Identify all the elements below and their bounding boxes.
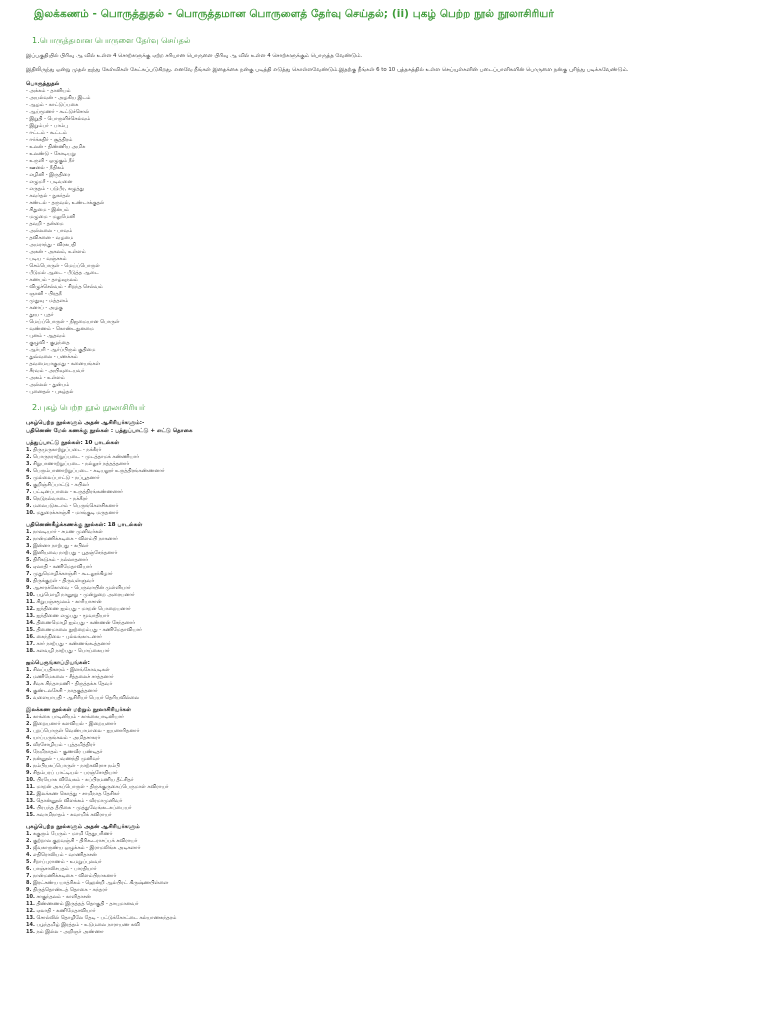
item-text: ஏலாதி - கணிமேதாவியார் — [34, 908, 96, 914]
item-text: பட்டினப்பாலை - உருத்திரங்கண்ணனார் — [31, 489, 123, 495]
item-text: ஐந்திணை ஐம்பது - மாறன் பொறையனார் — [34, 606, 131, 612]
item-text: பழமொழி நானூறு - முன்றுறை அரையனார் — [34, 592, 135, 598]
item-number: 4. — [26, 688, 32, 694]
item-number: 7. — [26, 756, 32, 762]
list-item — [26, 648, 750, 655]
item-number: 2. — [26, 536, 32, 542]
item-text: பிரயோக விவேகம் - சுப்பிரமணிய தீட்சிதர் — [34, 777, 134, 783]
item-number: 12. — [26, 606, 35, 612]
list-item — [26, 482, 750, 489]
group-heading: ஐம்பெருங்காப்பியங்கள்: — [26, 660, 90, 666]
item-number: 10. — [26, 592, 35, 598]
item-number: 3. — [26, 845, 32, 851]
list-item: - மெய்ப்பொருள் - நிஜமையான பொருள் — [26, 319, 120, 325]
item-text: இலக்கண கொத்து - சாமிநாத தேசிகர் — [34, 791, 120, 797]
paragraph: இதிலிருந்து ஒன்று முதல் ஐந்து கேள்விகள் கேட்கப்படுகிறது. எனவே நீங்கள் இதைக்கை நன்கு படித்தி எடுத்து கொள்ளவேண்டும்.இதற்கு நீங்கள் 6 to 10 புத்தகத்தில் உள்ள செய்யுள்களின் படைப்பாளிகளின் பொருளை நன்கு புரிந்து படிக்கவேண்டும். — [26, 67, 629, 73]
item-number: 6. — [26, 564, 32, 570]
item-text: திணைமொழி ஐம்பது - கண்ணன் சேந்தனார் — [34, 620, 135, 626]
item-number: 5. — [26, 742, 32, 748]
paragraph: இப்பகுதியில் பிரிவு ஆ வில் உள்ள 4 சொற்களுக்கு ஏற்ற சரியான பொருளை பிரிவு ஆ வில் உள்ள 4 சொற்களுக்கும் பொருத்த வேண்டும். — [26, 53, 363, 59]
list-item: - உலன் - திண்ணிய அமிசு — [26, 144, 86, 150]
list-item — [26, 578, 750, 585]
item-text: நேமிநாதம் - குணவீர பண்டிதர் — [31, 749, 103, 755]
list-item: - அல்லலை - பாவம் — [26, 228, 73, 234]
book-list — [26, 529, 750, 655]
section-matching — [22, 35, 750, 396]
list-item: - தவிசனை - வழமை — [26, 235, 74, 241]
item-text: சொல்லில் தொழிலே தேடி - பட்டுக்கோட்டை கல்யாணசுந்தரம் — [34, 915, 177, 921]
item-number: 17. — [26, 641, 35, 647]
item-number: 15. — [26, 929, 35, 935]
item-number: 9. — [26, 887, 32, 893]
item-number: 4. — [26, 735, 32, 741]
item-number: 11. — [26, 901, 35, 907]
list-item — [26, 461, 750, 468]
list-item: - புனைதல் - புகழ்தல் — [26, 389, 74, 395]
list-item — [26, 475, 750, 482]
item-number: 5. — [26, 859, 32, 865]
list-item: - ஈர்க்கதிர் - சூத்திரம் — [26, 137, 73, 143]
list-item — [26, 447, 750, 454]
book-list — [26, 714, 750, 819]
item-number: 2. — [26, 838, 32, 844]
item-number: 13. — [26, 798, 35, 804]
list-item: - தூய - புதர் — [26, 312, 54, 318]
item-number: 7. — [26, 873, 32, 879]
list-item — [26, 599, 750, 606]
item-text: சிலப்பதிகாரம் - இளங்கோவடிகள் — [31, 667, 110, 673]
item-text: நான்மணிக்கடிகை - விளம்பி நாகனார் — [31, 536, 118, 542]
group-heading: இலக்கண நூல்கள் மற்றும் நூலாசிரியர்கள் — [26, 707, 132, 713]
item-text: மலைபடுகடாம் - பெருங்கௌசிகனார் — [31, 503, 119, 509]
item-number: 1. — [26, 447, 32, 453]
list-item — [26, 564, 750, 571]
list-item — [26, 641, 750, 648]
item-text: திரிகடுகம் - நல்லாதனார் — [31, 557, 88, 563]
item-number: 5. — [26, 695, 32, 701]
list-item: - சிதுமை - இன்பம் — [26, 207, 69, 213]
item-text: வளையாபதி - ஆசிரியர் பெயர் தெரியவில்லை — [31, 695, 139, 701]
item-text: ஏலாதி - கணிமேதாவியார் — [31, 564, 92, 570]
item-text: திருக்குறள் - திருவள்ளுவர் — [31, 578, 95, 584]
item-text: சுவாமிநாதம் - சுவாமிக் கவிராயர் — [34, 812, 112, 818]
list-item — [26, 536, 750, 543]
list-item — [26, 606, 750, 613]
group-heading: பத்துப்பாட்டு நூல்கள்: 10 பாடல்கள் — [26, 440, 120, 446]
list-item: - வண்ணம் - கொண்டதுனமை — [26, 326, 94, 332]
item-number: 6. — [26, 749, 32, 755]
list-item: - ஆய்மூணர் - கூட்டுச்சொல் — [26, 109, 90, 115]
list-item — [26, 784, 750, 791]
list-item — [26, 887, 750, 894]
item-text: பொருநராற்றுப்படை - முடத்தாமக் கண்ணியார் — [31, 454, 139, 460]
list-item: - அகம் - உள்ளம் — [26, 375, 65, 381]
intro-line: பதினெண் மேல் கணக்கு நூல்கள் : பத்துப்பாட்டு + எட்டு தொகை — [26, 428, 193, 434]
item-text: ஐந்திணை எழுபது - மூவாதியார் — [34, 613, 110, 619]
item-text: நம் இல்ல - அறிஞர் அண்ணா — [34, 929, 104, 935]
list-item — [26, 634, 750, 641]
list-item: - முதுவு - மத்தளம் — [26, 298, 69, 304]
list-item: - ஈட்டம் - கூட்டம் — [26, 130, 67, 136]
item-text: பெரும்பாணாற்றுப்படை - கடியலூர் உருத்திரங்கண்ணனார் — [31, 468, 165, 474]
item-number: 10. — [26, 894, 35, 900]
item-number: 9. — [26, 503, 32, 509]
item-number: 7. — [26, 571, 32, 577]
list-item — [26, 496, 750, 503]
item-text: புறப்பொருள் வெண்பாமாலை - ஐயனாரிதனார் — [31, 728, 140, 734]
list-item: - பீடுமல் ஆடை - பீடுத்த ஆடை — [26, 270, 99, 276]
item-text: சுகுரும் பேரும் - மாமி தேதுபரிணர் — [31, 831, 113, 837]
intro-line: புகழ்பெற்ற நூல்களும் அதன் ஆசிரியர்களும்:- — [26, 420, 145, 426]
item-number: 14. — [26, 805, 35, 811]
list-item: - உருளி - ஒழுகும் நீர் — [26, 158, 75, 164]
list-item — [26, 681, 750, 688]
book-list — [26, 447, 750, 517]
item-number: 1. — [26, 831, 32, 837]
list-item: - கனாப் - அழகு — [26, 305, 63, 311]
item-text: ஜீவகாருண்ய ஒழுக்கம் - இராமலிங்க அடிகளார் — [31, 845, 141, 851]
item-text: முதுமொழிக்காஞ்சி - கூடலூர்கிழார் — [31, 571, 113, 577]
list-item — [26, 798, 750, 805]
list-item: - எழுமரீ - படிவனை — [26, 179, 73, 185]
item-text: திருத்தொண்டத் தொகை - சுந்தரர் — [31, 887, 108, 893]
item-number: 11. — [26, 784, 35, 790]
list-item — [26, 852, 750, 859]
item-number: 1. — [26, 667, 32, 673]
item-text: மாறன் அகப்பொருள் - திருக்குருகைப்பெருமாள் கவிராயர் — [34, 784, 169, 790]
item-text: நெடுநல்வாடை - நக்கீரர் — [31, 496, 88, 502]
section-famous-books — [22, 402, 750, 940]
list-item — [26, 489, 750, 496]
item-text: திணைமாலை நூற்றைம்பது - கணிமேதாவியார் — [34, 627, 142, 633]
list-heading: பொருத்துதல் — [26, 81, 60, 87]
list-item — [26, 873, 750, 880]
item-number: 4. — [26, 468, 32, 474]
item-text: சாகுந்தலம் - காளிதாசன் — [34, 894, 91, 900]
item-number: 3. — [26, 543, 32, 549]
item-text: சிறுபாணாற்றுப்படை - நல்லூர் நத்தத்தனார் — [31, 461, 130, 467]
item-text: சிதம்பரப் பாட்டியல் - பரஞ்சோதியார் — [31, 770, 118, 776]
list-item — [26, 529, 750, 536]
item-text: குறிஞ்சிப்பாட்டு - கபிலர் — [31, 482, 89, 488]
list-item — [26, 510, 750, 517]
item-text: நன்னூல் - பவணந்தி முனிவர் — [31, 756, 100, 762]
item-text: திருமுருகாற்றுப்படை - நக்கீரர் — [31, 447, 102, 453]
item-number: 14. — [26, 922, 35, 928]
list-item: - புனம் - ஆதவம் — [26, 333, 66, 339]
list-item — [26, 749, 750, 756]
book-groups — [22, 439, 750, 940]
item-text: குற்றால குறவஞ்சி - திரிகூடராசப்பக் கவிராயர் — [31, 838, 138, 844]
item-number: 5. — [26, 557, 32, 563]
list-item — [26, 901, 750, 908]
item-number: 15. — [26, 627, 35, 633]
list-item: - அக்கம் - தானியம் — [26, 88, 71, 94]
item-number: 1. — [26, 714, 32, 720]
item-number: 6. — [26, 866, 32, 872]
list-item: - படிய - வஞ்சகம் — [26, 256, 67, 262]
item-text: குண்டலகேசி - நாதகுத்தனார் — [31, 688, 98, 694]
item-text: ஆசாரக்கோவை - பெருவாயின் முள்ளியார் — [31, 585, 131, 591]
book-list — [26, 831, 750, 936]
list-item: - உலண்டு - கோடியறு — [26, 151, 76, 157]
item-text: சீறாப்புராணம் - உமறுப்புலவர் — [31, 859, 102, 865]
item-number: 9. — [26, 585, 32, 591]
item-number: 2. — [26, 721, 32, 727]
list-item — [26, 695, 750, 702]
list-item: - சீரவம் - அயிவுடையவர் — [26, 368, 85, 374]
list-item — [26, 812, 750, 819]
list-item — [26, 557, 750, 564]
item-text: நான்மணிக்கடிகை - விளம்பிநாகனார் — [31, 873, 117, 879]
item-text: கார் நாற்பது - கண்ணங்கூத்தனார் — [34, 641, 111, 647]
list-item — [26, 894, 750, 901]
item-text: பிரபந்த தீபிகை - முத்துவேங்கடசுப்பையர் — [34, 805, 132, 811]
list-item: - குழுவி - குழந்தை — [26, 340, 70, 346]
list-item — [26, 627, 750, 634]
item-number: 13. — [26, 613, 35, 619]
matching-list — [26, 88, 750, 396]
list-item: - இறும்பர் - பாம்பு — [26, 123, 68, 129]
list-item: - அமராந்து - விரகபதி — [26, 242, 76, 248]
list-item: - ஞானி - பிரதநீ — [26, 291, 62, 297]
item-number: 4. — [26, 550, 32, 556]
item-text: இறையனார் களவியல் - இறையனார் — [31, 721, 117, 727]
list-item — [26, 613, 750, 620]
list-item — [26, 922, 750, 929]
list-item: - செம்பொருள் - மெய்ப்பொருள் — [26, 263, 100, 269]
section-heading: 1.பொருத்தமான பொருளை தேர்வு செய்தல் — [32, 36, 191, 45]
list-item — [26, 454, 750, 461]
list-item: - கவர்தல் - நுகர்தல் — [26, 193, 70, 199]
list-item — [26, 728, 750, 735]
item-number: 1. — [26, 529, 32, 535]
group-heading: பதினெண்கீழ்க்கணக்கு நூல்கள்: 18 பாடல்கள் — [26, 522, 143, 528]
list-item: - ஊனல் - நீதிகம் — [26, 165, 65, 171]
item-text: சிறுபஞ்சமூலம் - காரியாசான் — [34, 599, 102, 605]
list-item — [26, 543, 750, 550]
item-number: 5. — [26, 475, 32, 481]
list-item — [26, 845, 750, 852]
book-list — [26, 667, 750, 702]
item-text: இனியவை நாற்பது - பூதஞ்சேந்தனார் — [31, 550, 118, 556]
item-number: 8. — [26, 880, 32, 886]
list-item — [26, 503, 750, 510]
list-item: - இறுதி - பொருளிச்செல்வம் — [26, 116, 91, 122]
item-number: 3. — [26, 681, 32, 687]
item-number: 10. — [26, 510, 35, 516]
list-item — [26, 592, 750, 599]
item-text: யாப்பருங்கலம் - அமிதசாகரர் — [31, 735, 101, 741]
list-item — [26, 831, 750, 838]
item-number: 3. — [26, 728, 32, 734]
list-item: - சண்டல் - தருவல், உண்டாக்குதல் — [26, 200, 105, 206]
item-number: 8. — [26, 763, 32, 769]
section-heading: 2.புகழ் பெற்ற நூல் நூலாசிரியர் — [32, 403, 146, 412]
list-item — [26, 908, 750, 915]
item-text: நம்பியகப்பொருள் - நாற்கவிராச நம்பி — [31, 763, 120, 769]
item-text: காக்கை பாடினியம் - காக்கைபாடினியார் — [31, 714, 124, 720]
list-item: - எருதம் - படுபீர, கழுத்து — [26, 186, 84, 192]
list-item: - தவறி - தன்மை — [26, 221, 64, 227]
item-number: 16. — [26, 634, 35, 640]
item-text: கைந்நிலை - புல்லங்காடனார் — [34, 634, 102, 640]
list-item — [26, 714, 750, 721]
list-item: - துவ்வலை - பணக்கம் — [26, 354, 78, 360]
item-number: 11. — [26, 599, 35, 605]
item-number: 10. — [26, 777, 35, 783]
list-item: - அல்லல் - துன்பம் — [26, 382, 70, 388]
list-item — [26, 915, 750, 922]
item-text: எதிரொலியம் - வாணிதாசன் — [31, 852, 97, 858]
list-item — [26, 688, 750, 695]
list-item — [26, 859, 750, 866]
list-item: - எழினி - இருதிரை — [26, 172, 71, 178]
list-item — [26, 880, 750, 887]
item-text: தொன்னூல் விளக்கம் - வீரமாமுனிவர் — [34, 798, 123, 804]
item-number: 6. — [26, 482, 32, 488]
item-number: 8. — [26, 578, 32, 584]
item-text: முல்லைப்பாட்டு - நப்பூதனார் — [31, 475, 100, 481]
item-number: 7. — [26, 489, 32, 495]
item-number: 2. — [26, 674, 32, 680]
item-number: 12. — [26, 791, 35, 797]
item-number: 12. — [26, 908, 35, 914]
list-item — [26, 756, 750, 763]
list-item: - மழுமை - மலுமேனி — [26, 214, 76, 220]
item-number: 14. — [26, 620, 35, 626]
list-item — [26, 735, 750, 742]
list-item — [26, 674, 750, 681]
item-number: 2. — [26, 454, 32, 460]
group-heading: புகழ்பெற்ற நூல்களும் அதன் ஆசிரியர்களும் — [26, 824, 140, 830]
item-text: திண்ணணம் இருத்தத் தொகுதி - தாயுமானவர் — [34, 901, 139, 907]
list-item: - தவமையாகுமது - கனையங்கள் — [26, 361, 101, 367]
list-item — [26, 866, 750, 873]
list-item — [26, 721, 750, 728]
list-item: - அகன் - அகலம், உள்ளம் — [26, 249, 86, 255]
item-text: இன்னா நாற்பது - கபிலர் — [31, 543, 89, 549]
list-item — [26, 571, 750, 578]
list-item — [26, 791, 750, 798]
item-text: பழந்தமிழ் இரத்தம் - உடுமலை நாராயண கவி — [34, 922, 140, 928]
list-item: - ஆர்பரி - ஆர்ப்பிரும் குதிமை — [26, 347, 96, 353]
list-item — [26, 620, 750, 627]
list-item — [26, 763, 750, 770]
item-text: மதுரைக்காஞ்சி - மாங்குடி மருதனார் — [34, 510, 119, 516]
list-item — [26, 770, 750, 777]
list-item — [26, 468, 750, 475]
item-text: நாலடியார் - சமண முனிவர்கள் — [31, 529, 103, 535]
page-title: இலக்கணம் - பொருத்துதல் - பொருத்தமான பொருளைத் தேர்வு செய்தல்; (ii) புகழ் பெற்ற நூல் நூலாசிரியர் — [34, 8, 554, 20]
item-number: 9. — [26, 770, 32, 776]
item-text: களவழி நாற்பது - பொய்கையார் — [34, 648, 110, 654]
item-number: 3. — [26, 461, 32, 467]
list-item — [26, 838, 750, 845]
item-text: வீரசோழியம் - புத்தமித்திரர் — [31, 742, 96, 748]
list-item — [26, 550, 750, 557]
item-text: சீவக சிந்தாமணி - திருத்தக்க தேவர் — [31, 681, 113, 687]
item-number: 4. — [26, 852, 32, 858]
item-number: 8. — [26, 496, 32, 502]
item-text: மணிமேகலை - சீத்தலைச் சாத்தனார் — [31, 674, 114, 680]
item-text: இரட்சண்ய யாத்ரிகம் - ஹென்றி ஆல்பிரட் கிருஷ்ணபிள்ளை — [31, 880, 169, 886]
list-item — [26, 805, 750, 812]
list-item — [26, 929, 750, 936]
item-number: 15. — [26, 812, 35, 818]
list-item: - ஆழம் - காட்டுப்பகை — [26, 102, 79, 108]
list-item — [26, 777, 750, 784]
list-item — [26, 742, 750, 749]
item-text: பாஞ்சாலிசபதம் - பாரதியார் — [31, 866, 97, 872]
item-number: 18. — [26, 648, 35, 654]
list-item: - அயல்வன் - அழகிய இடம் — [26, 95, 91, 101]
list-item — [26, 667, 750, 674]
item-number: 13. — [26, 915, 35, 921]
list-item — [26, 585, 750, 592]
list-item: - கணபம் - தாழ்வுநலம் — [26, 277, 78, 283]
list-item: - விழுச்செல்வம் - சிறந்த செல்வம் — [26, 284, 103, 290]
